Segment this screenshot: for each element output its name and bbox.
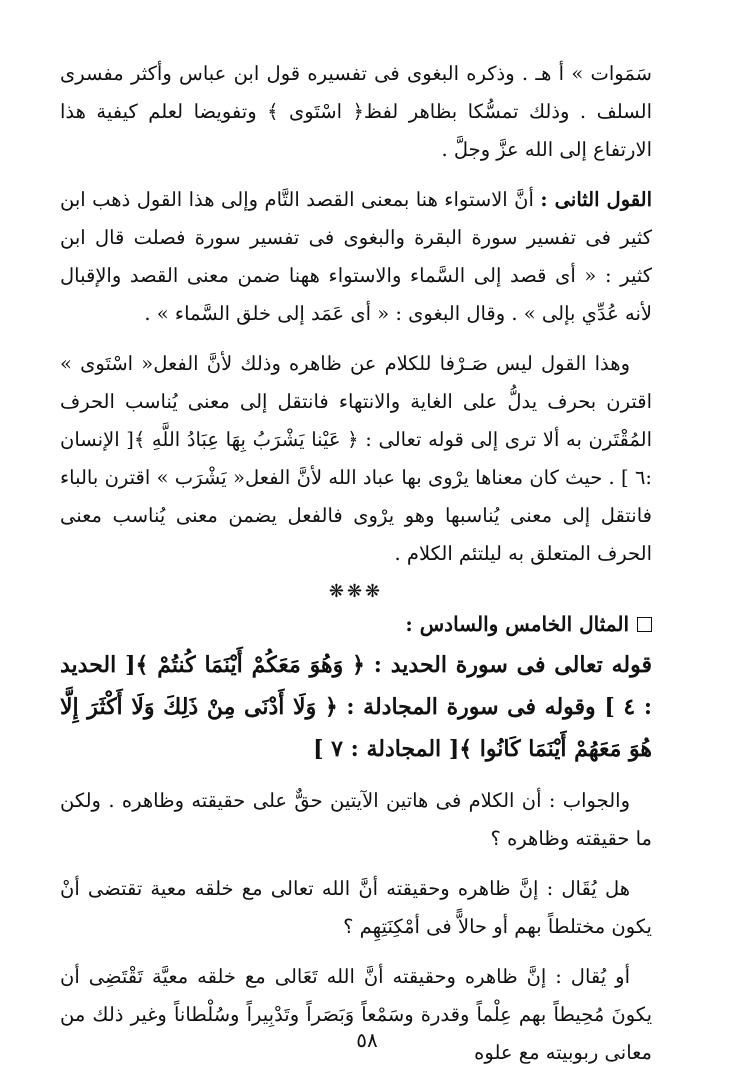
paragraph-1: سَمَوات » أ هـ . وذكره البغوى فى تفسيره قول ابن عباس وأكثر مفسرى السلف . وذلك تمسُّكا بظاهر لفظ﴿ اسْتَوى ﴾ وتفويضا لعلم كيفية هذا الارتفاع إلى الله عزَّ وجلَّ . [60,62,652,161]
square-bullet-icon [637,617,652,632]
question-2-paragraph: أو يُقال : إنَّ ظاهره وحقيقته أنَّ الله تَعَالى مع خلقه معيَّة تَقْتَضِى أن يكونَ مُحِيطاً بهم عِلْماً وقدرة وسَمْعاً وَبَصَراً وتَدْبِيراً وسُلْطاناً وغير ذلك من معانى ربوبيته مع علوه [60,965,652,1064]
section-heading-text: المثال الخامس والسادس : [405,612,629,636]
section-ornament: ❋❋❋ [328,581,384,602]
second-opinion-label: القول الثانى : [540,188,653,211]
page-number: ٥٨ [356,1028,378,1052]
question-1-paragraph: هل يُقَال : إنَّ ظاهره وحقيقته أنَّ الله تعالى مع خلقه معية تقتضى أنْ يكون مختلطاً بهم أو حالاًّ فى أمْكِنَتِهِم ؟ [60,877,652,938]
answer-paragraph: والجواب : أن الكلام فى هاتين الآيتين حقٌّ على حقيقته وظاهره . ولكن ما حقيقته وظاهره ؟ [60,789,652,850]
verses-paragraph: قوله تعالى فى سورة الحديد : ﴿ وَهُوَ مَعَكُمْ أَيْنَمَا كُنتُمْ ﴾[ الحديد : ٤ ] وقوله فى سورة المجادلة : ﴿ وَلَا أَدْنَى مِنْ ذَلِكَ وَلَا أَكْثَرَ إِلَّا هُوَ مَعَهُمْ أَيْنَمَا كَانُوا ﴾[ المجادلة : ٧ ] [60,652,653,762]
paragraph-2-body: أنَّ الاستواء هنا بمعنى القصد التَّام وإلى هذا القول ذهب ابن كثير فى تفسير سورة البقرة والبغوى فى تفسير سورة فصلت قال ابن كثير : « أى قصد إلى السَّماء والاستواء ههنا ضمن معنى القصد والإقبال لأنه عُدِّي بإلى » . وقال البغوى : « أى عَمَد إلى خلق السَّماء » . [60,188,652,325]
paragraph-2 [60,181,652,333]
section-heading [60,612,652,636]
paragraph-3: وهذا القول ليس صَـرْفا للكلام عن ظاهره وذلك لأنَّ الفعل« اسْتَوى » اقترن بحرف يدلُّ على الغاية والانتهاء فانتقل إلى معنى يُناسب الحرف المُقْتَرن به ألا ترى إلى قوله تعالى : ﴿ عَيْنا يَشْرَبُ بِهَا عِبَادُ اللَّهِ ﴾[ الإنسان :٦ ] . حيث كان معناها يرْوى بها عباد الله لأنَّ الفعل« يَشْرَب » اقترن بالباء فانتقل إلى معنى يُناسبها وهو يرْوى فالفعل يضمن معنى يُناسب معنى الحرف المتعلق به ليلتئم الكلام . [60,352,652,565]
